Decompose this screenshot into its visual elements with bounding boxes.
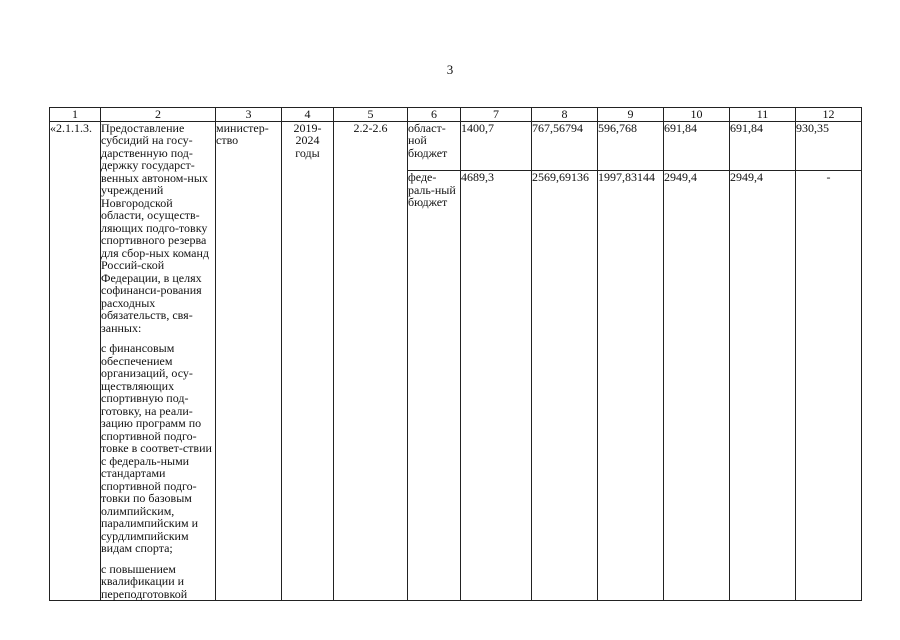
column-header: 7 [461, 108, 532, 122]
funding-value: 2949,4 [664, 171, 730, 601]
funding-source: феде-раль-ный бюджет [408, 171, 461, 601]
funding-value: 4689,3 [461, 171, 532, 601]
column-header: 2 [101, 108, 216, 122]
funding-value: 1997,83144 [598, 171, 664, 601]
funding-value: 596,768 [598, 121, 664, 171]
column-header: 3 [216, 108, 282, 122]
page-number: 3 [446, 62, 454, 77]
column-header: 5 [334, 108, 408, 122]
activity-code: «2.1.1.3. [50, 121, 101, 601]
column-header: 10 [664, 108, 730, 122]
column-header: 6 [408, 108, 461, 122]
funding-value: 930,35 [796, 121, 862, 171]
funding-value: 691,84 [730, 121, 796, 171]
description-paragraph: Предоставление субсидий на госу-дарственную под-держку государст-венных автоном-ных учреждений Новгородской области, осуществ-ляющих подго-товку спортивного резерва для сбор-ных команд Россий-ской Федерации, в целях софинанси-рования расходных обязательств, свя-занных: [101, 120, 210, 335]
column-header: 1 [50, 108, 101, 122]
column-header: 9 [598, 108, 664, 122]
description-paragraph: с повышением квалификации и переподготовкой [101, 561, 188, 601]
funding-value: 2569,69136 [532, 171, 598, 601]
funding-value: 1400,7 [461, 121, 532, 171]
funding-value: 691,84 [664, 121, 730, 171]
executor: министер-ство [216, 121, 282, 601]
target-indicators: 2.2-2.6 [334, 121, 408, 601]
period: 2019-2024 годы [282, 121, 334, 601]
column-header: 12 [796, 108, 862, 122]
funding-value: 2949,4 [730, 171, 796, 601]
header-row [50, 108, 862, 122]
funding-value: - [796, 171, 862, 601]
funding-source: област-ной бюджет [408, 121, 461, 171]
column-header: 8 [532, 108, 598, 122]
activity-description [101, 121, 216, 601]
description-paragraph: с финансовым обеспечением организаций, осу-ществляющих спортивную под-готовку, на реали-зацию программ по спортивной подго-товке в соответ-ствии с федераль-ными стандартами спортивной подго-товки по базовым олимпийским, паралимпийским и сурдлимпийским видам спорта; [101, 341, 212, 555]
table-row [50, 121, 862, 171]
program-table [49, 107, 862, 601]
column-header: 11 [730, 108, 796, 122]
funding-value: 767,56794 [532, 121, 598, 171]
column-header: 4 [282, 108, 334, 122]
